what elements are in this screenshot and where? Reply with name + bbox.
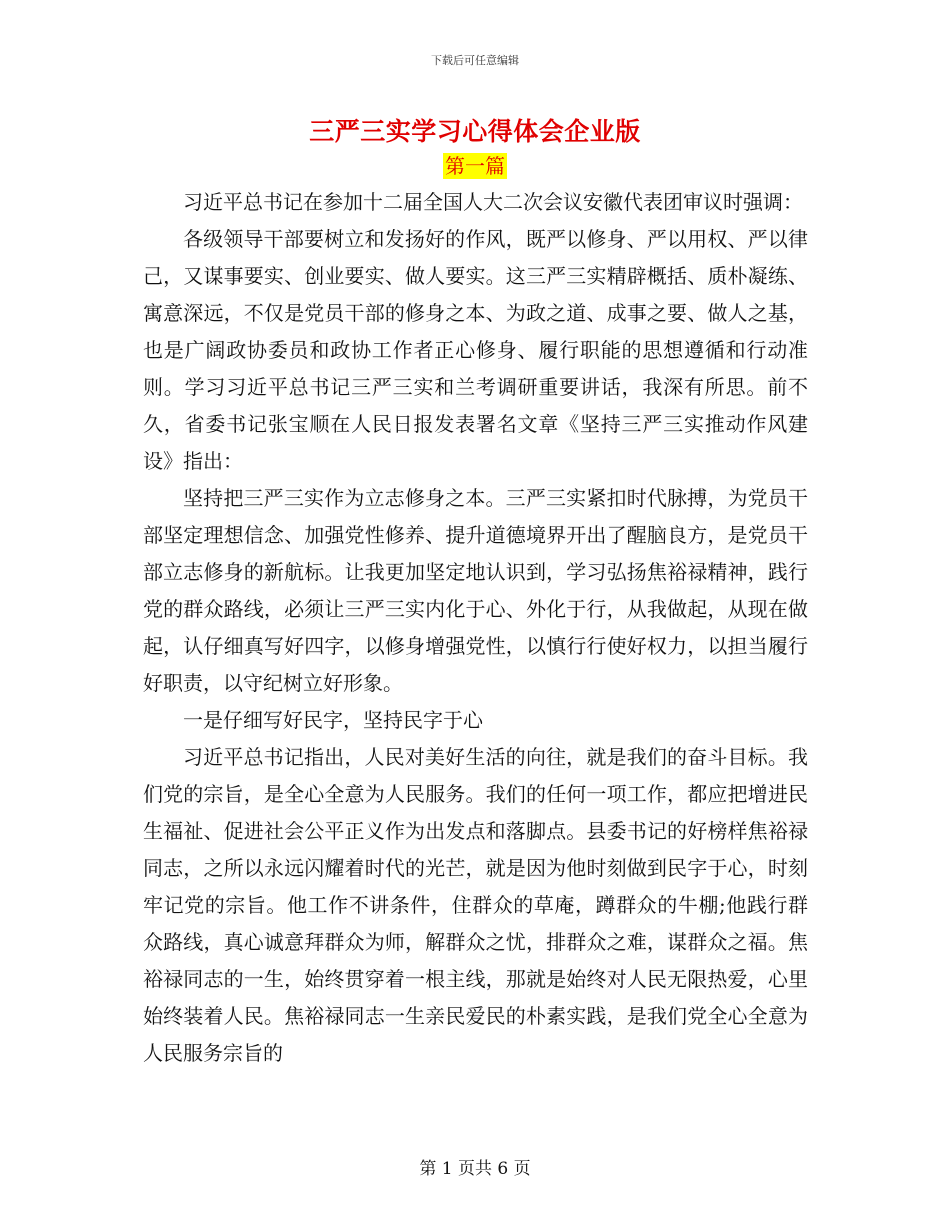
page-footer: 第 1 页共 6 页 bbox=[419, 1159, 531, 1179]
subtitle-container bbox=[0, 153, 950, 179]
body-paragraph: 坚持把三严三实作为立志修身之本。三严三实紧扣时代脉搏，为党员干部坚定理想信念、加强党性修养、提升道德境界开出了醒脑良方，是党员干部立志修身的新航标。让我更加坚定地认识到，学习弘扬焦裕禄精神，践行党的群众路线，必须让三严三实内化于心、外化于行，从我做起，从现在做起，认仔细真写好四字，以修身增强党性，以慎行行使好权力，以担当履行好职责，以守纪树立好形象。 bbox=[143, 486, 808, 695]
section-heading: 一是仔细写好民字，坚持民字于心 bbox=[183, 708, 483, 732]
body-paragraph: 各级领导干部要树立和发扬好的作风，既严以修身、严以用权、严以律己，又谋事要实、创业要实、做人要实。这三严三实精辟概括、质朴凝练、寓意深远，不仅是党员干部的修身之本、为政之道、成事之要、做人之基，也是广阔政协委员和政协工作者正心修身、履行职能的思想遵循和行动准则。学习习近平总书记三严三实和兰考调研重要讲话，我深有所思。前不久，省委书记张宝顺在人民日报发表署名文章《坚持三严三实推动作风建设》指出： bbox=[143, 227, 808, 473]
document-body bbox=[143, 184, 808, 1072]
page-header-note: 下载后可任意编辑 bbox=[431, 54, 519, 67]
document-title: 三严三实学习心得体会企业版 bbox=[309, 117, 641, 146]
document-subtitle: 第一篇 bbox=[445, 154, 505, 178]
body-paragraph: 习近平总书记指出，人民对美好生活的向往，就是我们的奋斗目标。我们党的宗旨，是全心全意为人民服务。我们的任何一项工作，都应把增进民生福祉、促进社会公平正义作为出发点和落脚点。县委书记的好榜样焦裕禄同志，之所以永远闪耀着时代的光芒，就是因为他时刻做到民字于心，时刻牢记党的宗旨。他工作不讲条件，住群众的草庵，蹲群众的牛棚;他践行群众路线，真心诚意拜群众为师，解群众之忧，排群众之难，谋群众之福。焦裕禄同志的一生，始终贯穿着一根主线，那就是始终对人民无限热爱，心里始终装着人民。焦裕禄同志一生亲民爱民的朴素实践，是我们党全心全意为人民服务宗旨的 bbox=[143, 745, 808, 1065]
body-paragraph: 习近平总书记在参加十二届全国人大二次会议安徽代表团审议时强调： bbox=[183, 190, 803, 214]
